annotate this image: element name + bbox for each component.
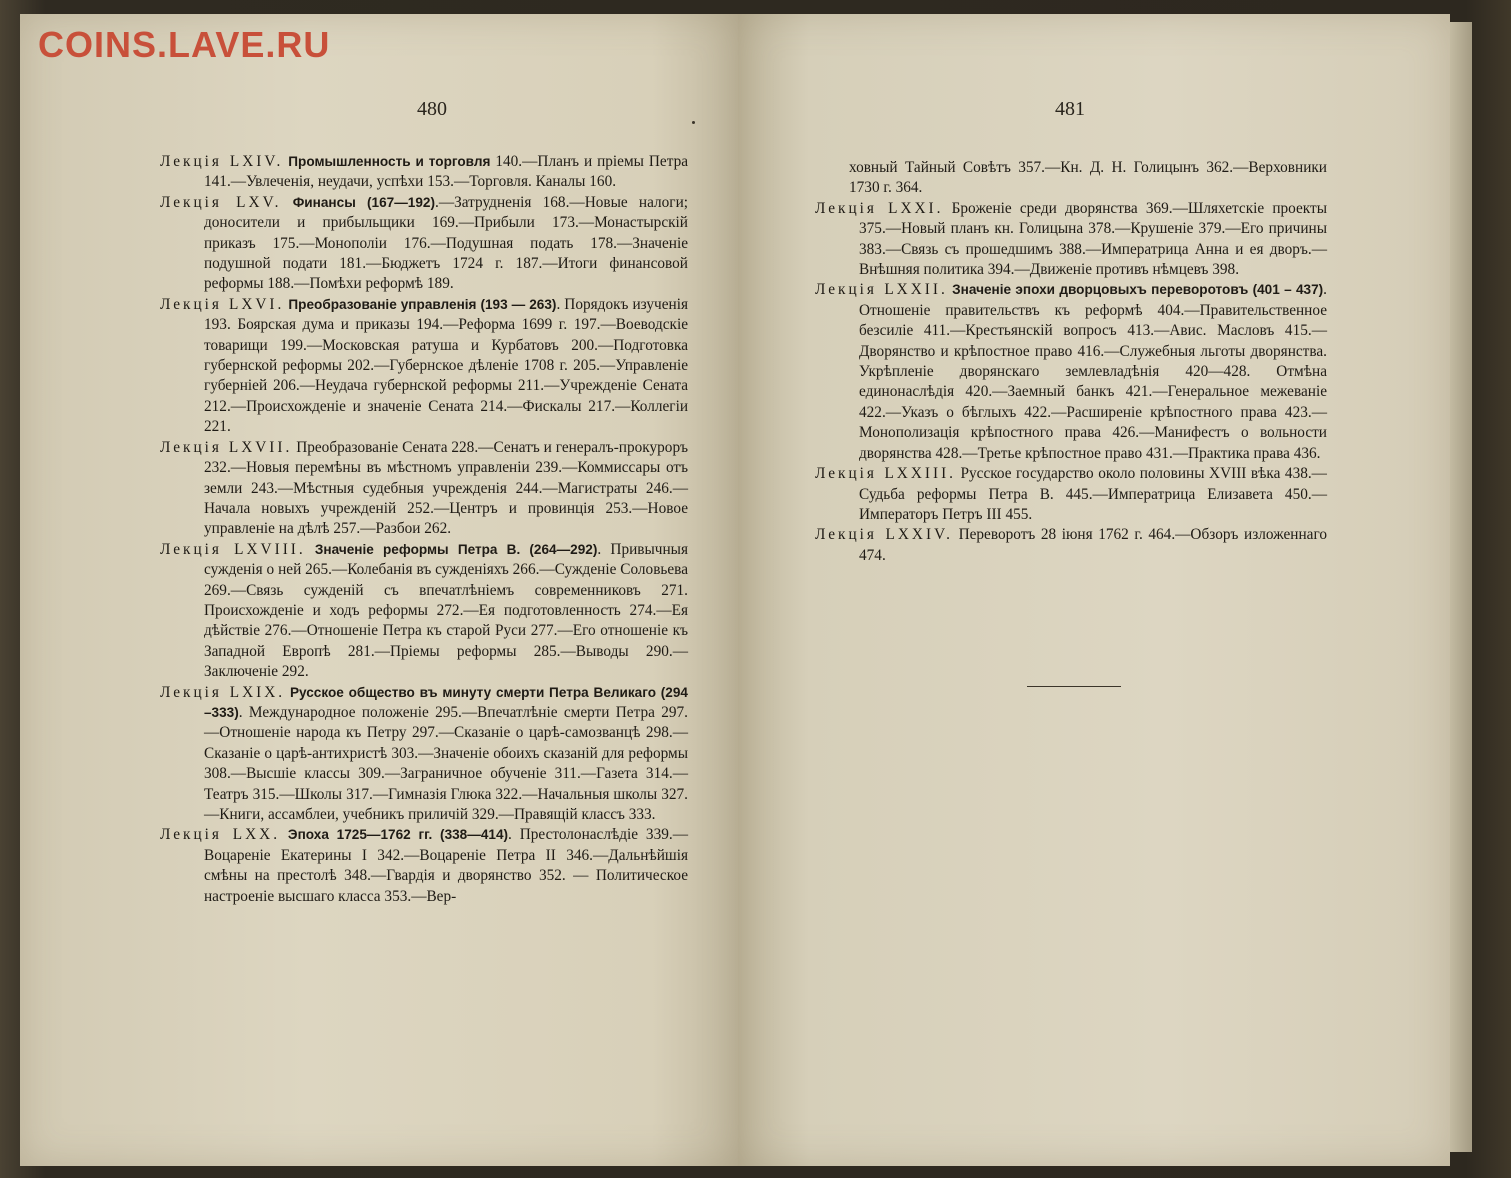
lecture-entry-72 — [815, 280, 1327, 464]
lecture-label: Лекція LXVIII. — [160, 540, 306, 558]
lecture-label: Лекція LXXIII. — [815, 465, 957, 483]
watermark: COINS.LAVE.RU — [38, 24, 331, 65]
end-rule — [1027, 686, 1121, 687]
lecture-title: Промышленность и торговля — [288, 154, 491, 169]
page-mark-dot — [692, 121, 695, 124]
lecture-entry-74 — [815, 525, 1327, 566]
lecture-entry-64 — [160, 152, 688, 193]
lecture-title: Преобразованіе управленія (193 — 263) — [288, 296, 557, 312]
lecture-entry-66 — [160, 295, 688, 438]
lecture-topics: . Порядокъ изученія 193. Боярская дума и приказы 194.—Реформа 1699 г. 197.—Воеводскіе товарищи 199.—Московская ратуша и Курбатовъ 200.—Подготовка губернской реформы 202.—Губернское дѣленіе 1708 г. 205.—Управленіе губерніей 206.—Неудача губернской реформы 211.—Учрежденіе Сената 212.—Происхожденіе и значеніе Сената 214.—Фискалы 217.—Коллегіи 221. — [204, 295, 688, 436]
lecture-entry-67 — [160, 438, 688, 540]
lecture-label: Лекція LXIV. — [160, 153, 284, 170]
lecture-entry-71 — [815, 199, 1327, 281]
lecture-label: Лекція LXVII. — [160, 438, 293, 456]
lecture-topics: Переворотъ 28 іюня 1762 г. 464.—Обзоръ изложеннаго 474. — [859, 526, 1327, 564]
left-page-text — [160, 152, 688, 907]
lecture-topics: . Отношеніе правительствъ къ реформѣ 404.—Правительственное безсиліе 411.—Крестьянскій вопросъ 413.—Авис. Масловъ 415.—Дворянство и крѣпостное право 416.—Служебныя льготы дворянства. Укрѣпленіе дворянскаго землевладѣнія 420—428. Отмѣна единонаслѣдія 420.—Заемный банкъ 421.—Генеральное межеваніе 422.—Указъ о бѣглыхъ 422.—Расширеніе крѣпостного права 423.—Монополизація крѣпостного права 426.—Манифестъ о вольности дворянства 428.—Третье крѣпостное право 431.—Практика права 436. — [859, 281, 1327, 462]
lecture-label: Лекція LXXIV. — [815, 526, 953, 544]
page-number-left: 480 — [417, 98, 447, 120]
lecture-title: Финансы (167—192) — [292, 194, 435, 210]
book-cover-edge — [1450, 22, 1472, 1152]
lecture-title: Русское общество въ минуту смерти Петра Великаго (294 –333) — [204, 684, 688, 720]
lecture-label: Лекція LXX. — [160, 826, 281, 844]
right-page-text — [815, 158, 1327, 566]
lecture-title: Эпоха 1725—1762 гг. (338—414) — [287, 827, 509, 843]
lecture-entry-69 — [160, 683, 688, 826]
lecture-topics: . Международное положеніе 295.—Впечатлѣніе смерти Петра 297.—Отношеніе народа къ Петру 297.—Сказаніе о царѣ-самозванцѣ 298.—Сказаніе о царѣ-антихристѣ 303.—Значеніе обоихъ сказаній для реформы 308.—Высшіе классы 309.—Заграничное обученіе 311.—Газета 314.—Театръ 315.—Школы 317.—Гимназія Глюка 322.—Начальныя школы 327.—Книги, ассамблеи, учебникъ приличій 329.—Правящій классъ 333. — [204, 703, 688, 823]
lecture-topics: . Привычныя сужденія о ней 265.—Колебанія въ сужденіяхъ 266.—Сужденіе Соловьева 269.—Связь сужденій съ впечатлѣніемъ современниковъ 271. Происхожденіе и ходъ реформы 272.—Ея подготовленность 274.—Ея дѣйствіе 276.—Отношеніе Петра къ старой Руси 277.—Его отношеніе къ Западной Европѣ 281.—Пріемы реформы 285.—Выводы 290.—Заключеніе 292. — [204, 540, 688, 681]
lecture-label: Лекція LXVI. — [160, 295, 285, 313]
page-number-right: 481 — [1055, 98, 1085, 120]
lecture-topics: . Престолонаслѣдіе 339.—Воцареніе Екатерины I 342.—Воцареніе Петра II 346.—Дальнѣйшія смѣны на престолѣ 348.—Гвардія и дворянство 352. — Политическое настроеніе высшаго класса 353.—Вер- — [204, 826, 688, 905]
lecture-label: Лекція LXXI. — [815, 199, 944, 217]
lecture-topics: Преобразованіе Сената 228.—Сенатъ и генералъ-прокуроръ 232.—Новыя перемѣны въ мѣстномъ управленіи 239.—Коммиссары отъ земли 243.—Мѣстныя судебныя учрежденія 244.—Магистраты 246.—Начала новыхъ учрежденій 252.—Центръ и провинція 253.—Новое управленіе на дѣлѣ 257.—Разбои 262. — [204, 438, 689, 538]
lecture-topics: 140.—Планъ и пріемы Петра 141.—Увлеченія, неудачи, успѣхи 153.—Торговля. Каналы 160. — [204, 153, 689, 191]
lecture-entry-70 — [160, 825, 688, 907]
lecture-entry-65 — [160, 193, 688, 295]
lecture-entry-68 — [160, 540, 688, 683]
lecture-topics: Русское государство около половины XVIII вѣка 438.—Судьба реформы Петра В. 445.—Императрица Елизавета 450.—Императоръ Петръ III 455. — [859, 465, 1327, 523]
lecture-topics: .—Затрудненія 168.—Новые налоги; доносители и прибыльщики 169.—Прибыли 173.—Монастырскій приказъ 175.—Монополіи 176.—Подушная подать 178.—Значеніе подушной подати 181.—Бюджетъ 1724 г. 187.—Итоги финансовой реформы 188.—Помѣхи реформѣ 189. — [204, 193, 689, 293]
lecture-title: Значеніе эпохи дворцовыхъ переворотовъ (401 – 437) — [952, 282, 1324, 298]
lecture-topics: Броженіе среди дворянства 369.—Шляхетскіе проекты 375.—Новый планъ кн. Голицына 378.—Крушеніе 379.—Его причины 383.—Связь съ прошедшимъ 388.—Императрица Анна и ея дворъ.—Внѣшняя политика 394.—Движеніе противъ нѣмцевъ 398. — [859, 199, 1327, 279]
lecture-label: Лекція LXXII. — [815, 281, 948, 299]
lecture-label: Лекція LXIX. — [160, 683, 286, 701]
lecture-label: Лекція LXV. — [160, 193, 282, 211]
lecture-title: Значеніе реформы Петра В. (264—292) — [314, 541, 598, 557]
lecture-entry-73 — [815, 464, 1327, 525]
continued-text: ховный Тайный Совѣтъ 357.—Кн. Д. Н. Голицынъ 362.—Верховники 1730 г. 364. — [849, 159, 1327, 197]
